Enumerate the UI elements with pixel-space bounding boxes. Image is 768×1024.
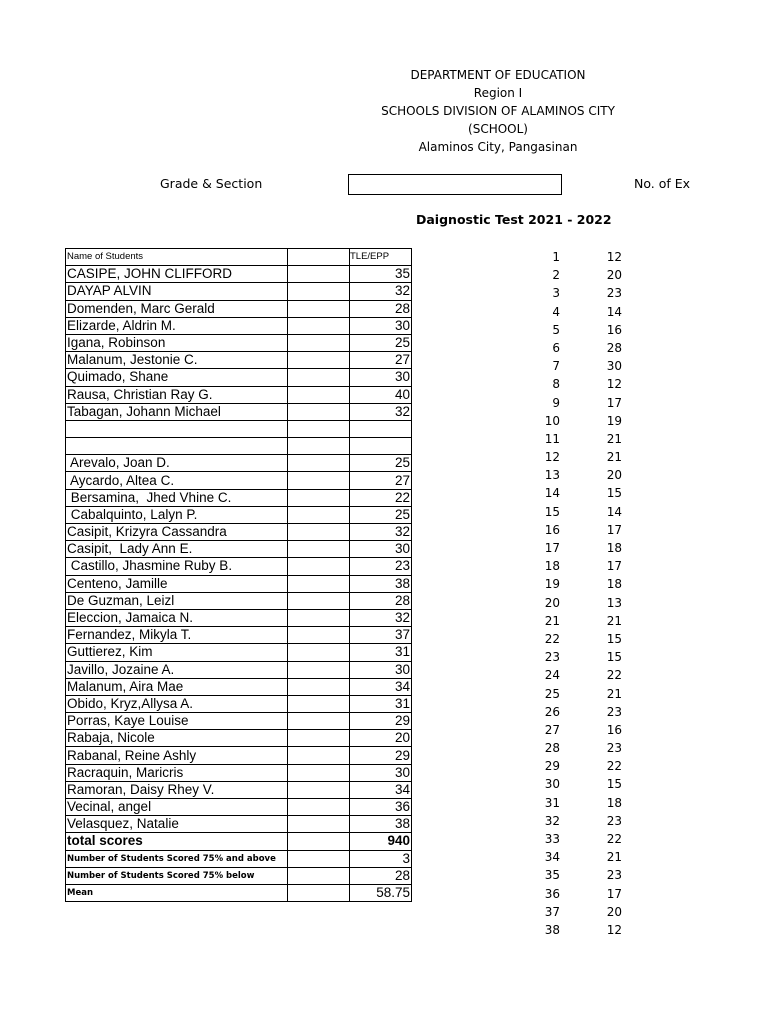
- table-row: [66, 369, 412, 386]
- score-cell[interactable]: 25: [350, 506, 412, 523]
- header-line-region: Region I: [473, 86, 523, 100]
- blank-cell[interactable]: [288, 420, 350, 437]
- item-score: 13: [606, 595, 622, 610]
- item-score: 23: [606, 813, 622, 828]
- blank-cell[interactable]: [288, 283, 350, 300]
- item-score: 23: [606, 286, 622, 301]
- total-scores-row-value[interactable]: 940: [350, 833, 412, 850]
- name-column-header: Name of Students: [66, 249, 288, 266]
- item-number: 35: [544, 868, 560, 883]
- grade-section-label: Grade & Section: [160, 176, 263, 191]
- item-number: 2: [552, 268, 560, 283]
- mean-row-label: Mean: [66, 884, 288, 901]
- item-score: 18: [606, 577, 622, 592]
- student-name-cell[interactable]: Casipit, Lady Ann E.: [66, 541, 288, 558]
- student-name-cell[interactable]: Javillo, Jozaine A.: [66, 661, 288, 678]
- item-number: 22: [544, 631, 560, 646]
- item-number: 4: [552, 304, 560, 319]
- item-score: 16: [606, 722, 622, 737]
- score-cell[interactable]: 31: [350, 695, 412, 712]
- test-title: Daignostic Test 2021 - 2022: [416, 212, 612, 227]
- score-cell[interactable]: 25: [350, 334, 412, 351]
- item-score: 30: [606, 359, 622, 374]
- blank-cell[interactable]: [288, 472, 350, 489]
- item-score: 22: [606, 759, 622, 774]
- student-name-cell[interactable]: Eleccion, Jamaica N.: [66, 609, 288, 626]
- item-number: 21: [544, 613, 560, 628]
- table-row: [66, 489, 412, 506]
- blank-cell[interactable]: [288, 678, 350, 695]
- student-name-cell[interactable]: Domenden, Marc Gerald: [66, 300, 288, 317]
- no-of-ex-label: No. of Ex: [634, 176, 691, 191]
- student-name-cell[interactable]: Quimado, Shane: [66, 369, 288, 386]
- student-name-cell[interactable]: Rausa, Christian Ray G.: [66, 386, 288, 403]
- student-name-cell[interactable]: Malanum, Aira Mae: [66, 678, 288, 695]
- blank-cell[interactable]: [288, 438, 350, 455]
- student-name-cell[interactable]: [66, 420, 288, 437]
- item-score: 21: [606, 686, 622, 701]
- table-row: [66, 420, 412, 437]
- item-score: 15: [606, 650, 622, 665]
- item-score: 21: [606, 850, 622, 865]
- student-name-cell[interactable]: Velasquez, Natalie: [66, 816, 288, 833]
- score-cell[interactable]: 35: [350, 266, 412, 283]
- scored-above-row-label: Number of Students Scored 75% and above: [66, 850, 288, 867]
- blank-cell[interactable]: [288, 386, 350, 403]
- item-score: 18: [606, 541, 622, 555]
- table-row: [66, 403, 412, 420]
- table-row: [66, 764, 412, 781]
- blank-cell[interactable]: [288, 747, 350, 764]
- blank-cell[interactable]: [288, 644, 350, 661]
- item-score-column: [590, 248, 622, 939]
- item-score: 15: [606, 631, 622, 646]
- blank-cell[interactable]: [288, 730, 350, 747]
- item-score: 17: [606, 522, 622, 537]
- item-number: 36: [544, 886, 560, 901]
- item-number: 15: [544, 504, 560, 519]
- table-row: [66, 524, 412, 541]
- table-row: [66, 352, 412, 369]
- item-number: 11: [544, 431, 560, 446]
- score-cell[interactable]: 27: [350, 352, 412, 369]
- student-name-cell[interactable]: Tabagan, Johann Michael: [66, 403, 288, 420]
- student-name-cell[interactable]: Bersamina, Jhed Vhine C.: [66, 489, 288, 506]
- blank-cell[interactable]: [288, 850, 350, 867]
- student-name-cell[interactable]: Racraquin, Maricris: [66, 764, 288, 781]
- table-row: [66, 266, 412, 283]
- score-cell[interactable]: 37: [350, 627, 412, 644]
- item-score: 20: [606, 904, 622, 919]
- item-score: 17: [606, 886, 622, 901]
- table-row: [66, 592, 412, 609]
- student-name-cell[interactable]: De Guzman, Leizl: [66, 592, 288, 609]
- item-score: 20: [606, 268, 622, 283]
- blank-cell[interactable]: [288, 609, 350, 626]
- mean-row-value[interactable]: 58.75: [350, 884, 412, 901]
- scored-below-row-value[interactable]: 28: [350, 867, 412, 884]
- table-row: [66, 730, 412, 747]
- item-number: 33: [544, 832, 560, 846]
- score-cell[interactable]: 30: [350, 541, 412, 558]
- scored-below-row-label: Number of Students Scored 75% below: [66, 867, 288, 884]
- item-number: 31: [544, 795, 560, 810]
- item-score: 17: [606, 395, 622, 410]
- blank-cell[interactable]: [288, 403, 350, 420]
- item-number: 18: [544, 559, 560, 574]
- blank-cell[interactable]: [288, 695, 350, 712]
- item-score: 21: [606, 450, 622, 465]
- item-score: 12: [606, 922, 622, 937]
- table-row: [66, 661, 412, 678]
- item-number: 26: [544, 704, 560, 719]
- score-cell[interactable]: 23: [350, 558, 412, 575]
- table-row: [66, 472, 412, 489]
- table-row: [66, 300, 412, 317]
- student-name-cell[interactable]: Rabanal, Reine Ashly: [66, 747, 288, 764]
- student-name-cell[interactable]: Vecinal, angel: [66, 799, 288, 816]
- student-name-cell[interactable]: Fernandez, Mikyla T.: [66, 627, 288, 644]
- item-score: 12: [606, 250, 622, 264]
- student-name-cell[interactable]: Aycardo, Altea C.: [66, 472, 288, 489]
- item-score: 15: [606, 486, 622, 501]
- item-score: 14: [606, 504, 622, 519]
- item-number: 16: [544, 522, 560, 537]
- item-number: 30: [544, 777, 560, 792]
- blank-cell[interactable]: [288, 764, 350, 781]
- header-line-city: Alaminos City, Pangasinan: [418, 140, 578, 154]
- student-name-cell[interactable]: Ramoran, Daisy Rhey V.: [66, 781, 288, 798]
- blank-cell[interactable]: [288, 799, 350, 816]
- item-score: 18: [606, 795, 622, 810]
- score-cell[interactable]: 22: [350, 489, 412, 506]
- header-line-school: (SCHOOL): [468, 122, 528, 136]
- blank-cell[interactable]: [288, 317, 350, 334]
- item-score: 23: [606, 868, 622, 883]
- item-score: 15: [606, 777, 622, 792]
- student-name-cell[interactable]: Casipit, Krizyra Cassandra: [66, 524, 288, 541]
- subject-column-header: TLE/EPP: [350, 249, 412, 266]
- item-score: 21: [606, 613, 622, 628]
- scored-above-row-value[interactable]: 3: [350, 850, 412, 867]
- header-line-department: DEPARTMENT OF EDUCATION: [410, 68, 586, 82]
- header-line-division: SCHOOLS DIVISION OF ALAMINOS CITY: [381, 104, 615, 118]
- table-row: [66, 713, 412, 730]
- item-number: 17: [544, 541, 560, 555]
- blank-column-header: [288, 249, 350, 266]
- item-number: 14: [544, 486, 560, 501]
- mean-row: [66, 884, 412, 901]
- student-name-cell[interactable]: [66, 438, 288, 455]
- table-row: [66, 283, 412, 300]
- table-row: [66, 558, 412, 575]
- item-number: 12: [544, 450, 560, 465]
- item-number-column: [520, 248, 560, 939]
- blank-cell[interactable]: [288, 816, 350, 833]
- table-row: [66, 781, 412, 798]
- item-score: 23: [606, 704, 622, 719]
- item-score: 12: [606, 377, 622, 392]
- score-cell[interactable]: 30: [350, 764, 412, 781]
- item-number: 13: [544, 468, 560, 483]
- blank-cell[interactable]: [288, 713, 350, 730]
- blank-cell[interactable]: [288, 541, 350, 558]
- item-number: 28: [544, 741, 560, 756]
- item-number: 38: [544, 922, 560, 937]
- item-number: 37: [544, 904, 560, 919]
- item-number: 27: [544, 722, 560, 737]
- table-row: [66, 695, 412, 712]
- score-cell[interactable]: 34: [350, 678, 412, 695]
- student-name-cell[interactable]: Centeno, Jamille: [66, 575, 288, 592]
- item-score: 23: [606, 741, 622, 756]
- table-row: [66, 609, 412, 626]
- score-cell[interactable]: 30: [350, 369, 412, 386]
- table-header-row: [66, 249, 412, 266]
- item-score: 22: [606, 668, 622, 683]
- score-cell[interactable]: 28: [350, 592, 412, 609]
- item-number: 3: [552, 286, 560, 301]
- score-cell[interactable]: [350, 438, 412, 455]
- table-row: [66, 317, 412, 334]
- item-number: 23: [544, 650, 560, 665]
- blank-cell[interactable]: [288, 524, 350, 541]
- table-row: [66, 386, 412, 403]
- item-number: 5: [552, 322, 560, 337]
- score-cell[interactable]: 36: [350, 799, 412, 816]
- table-row: [66, 747, 412, 764]
- total-scores-row-label: total scores: [66, 833, 288, 850]
- table-row: [66, 575, 412, 592]
- score-cell[interactable]: 38: [350, 575, 412, 592]
- item-score: 16: [606, 322, 622, 337]
- blank-cell[interactable]: [288, 300, 350, 317]
- score-cell[interactable]: 32: [350, 524, 412, 541]
- table-row: [66, 799, 412, 816]
- score-cell[interactable]: 34: [350, 781, 412, 798]
- score-cell[interactable]: 27: [350, 472, 412, 489]
- item-score: 17: [606, 559, 622, 574]
- blank-cell[interactable]: [288, 352, 350, 369]
- table-row: [66, 334, 412, 351]
- score-cell[interactable]: 40: [350, 386, 412, 403]
- item-number: 34: [544, 850, 560, 865]
- student-name-cell[interactable]: Porras, Kaye Louise: [66, 713, 288, 730]
- blank-cell[interactable]: [288, 627, 350, 644]
- score-cell[interactable]: 29: [350, 713, 412, 730]
- blank-cell[interactable]: [288, 455, 350, 472]
- item-number: 8: [552, 377, 560, 392]
- item-number: 10: [544, 413, 560, 428]
- student-name-cell[interactable]: Elizarde, Aldrin M.: [66, 317, 288, 334]
- blank-cell[interactable]: [288, 867, 350, 884]
- score-cell[interactable]: 31: [350, 644, 412, 661]
- student-name-cell[interactable]: Obido, Kryz,Allysa A.: [66, 695, 288, 712]
- blank-cell[interactable]: [288, 833, 350, 850]
- student-name-cell[interactable]: Arevalo, Joan D.: [66, 455, 288, 472]
- student-name-cell[interactable]: Cabalquinto, Lalyn P.: [66, 506, 288, 523]
- table-row: [66, 455, 412, 472]
- blank-cell[interactable]: [288, 489, 350, 506]
- item-number: 19: [544, 577, 560, 592]
- blank-cell[interactable]: [288, 575, 350, 592]
- student-name-cell[interactable]: Guttierez, Kim: [66, 644, 288, 661]
- score-cell[interactable]: 32: [350, 283, 412, 300]
- item-score: 20: [606, 468, 622, 483]
- total-scores-row: [66, 833, 412, 850]
- table-row: [66, 678, 412, 695]
- item-score: 14: [606, 304, 622, 319]
- item-number: 24: [544, 668, 560, 683]
- blank-cell[interactable]: [288, 884, 350, 901]
- student-name-cell[interactable]: Malanum, Jestonie C.: [66, 352, 288, 369]
- item-score: 19: [606, 413, 622, 428]
- table-row: [66, 506, 412, 523]
- student-name-cell[interactable]: Castillo, Jhasmine Ruby B.: [66, 558, 288, 575]
- table-row: [66, 541, 412, 558]
- table-row: [66, 627, 412, 644]
- item-number: 9: [552, 395, 560, 410]
- item-number: 6: [552, 340, 560, 355]
- blank-cell[interactable]: [288, 558, 350, 575]
- score-cell[interactable]: [350, 420, 412, 437]
- scored-above-row: [66, 850, 412, 867]
- score-cell[interactable]: 20: [350, 730, 412, 747]
- table-row: [66, 644, 412, 661]
- student-name-cell[interactable]: DAYAP ALVIN: [66, 283, 288, 300]
- grade-section-field[interactable]: [348, 174, 562, 195]
- scored-below-row: [66, 867, 412, 884]
- blank-cell[interactable]: [288, 781, 350, 798]
- blank-cell[interactable]: [288, 266, 350, 283]
- score-cell[interactable]: 30: [350, 661, 412, 678]
- score-cell[interactable]: 38: [350, 816, 412, 833]
- student-name-cell[interactable]: CASIPE, JOHN CLIFFORD: [66, 266, 288, 283]
- item-number: 32: [544, 813, 560, 828]
- blank-cell[interactable]: [288, 661, 350, 678]
- item-score: 22: [606, 832, 622, 846]
- score-cell[interactable]: 29: [350, 747, 412, 764]
- item-score: 21: [606, 431, 622, 446]
- table-row: [66, 438, 412, 455]
- scores-table: [65, 248, 412, 902]
- item-number: 20: [544, 595, 560, 610]
- blank-cell[interactable]: [288, 369, 350, 386]
- item-number: 25: [544, 686, 560, 701]
- item-number: 1: [552, 250, 560, 264]
- score-cell[interactable]: 25: [350, 455, 412, 472]
- score-cell[interactable]: 32: [350, 609, 412, 626]
- table-row: [66, 816, 412, 833]
- student-name-cell[interactable]: Rabaja, Nicole: [66, 730, 288, 747]
- item-score: 28: [606, 340, 622, 355]
- student-name-cell[interactable]: Igana, Robinson: [66, 334, 288, 351]
- blank-cell[interactable]: [288, 506, 350, 523]
- blank-cell[interactable]: [288, 334, 350, 351]
- score-cell[interactable]: 28: [350, 300, 412, 317]
- score-cell[interactable]: 30: [350, 317, 412, 334]
- item-number: 29: [544, 759, 560, 774]
- item-number: 7: [552, 359, 560, 374]
- blank-cell[interactable]: [288, 592, 350, 609]
- score-cell[interactable]: 32: [350, 403, 412, 420]
